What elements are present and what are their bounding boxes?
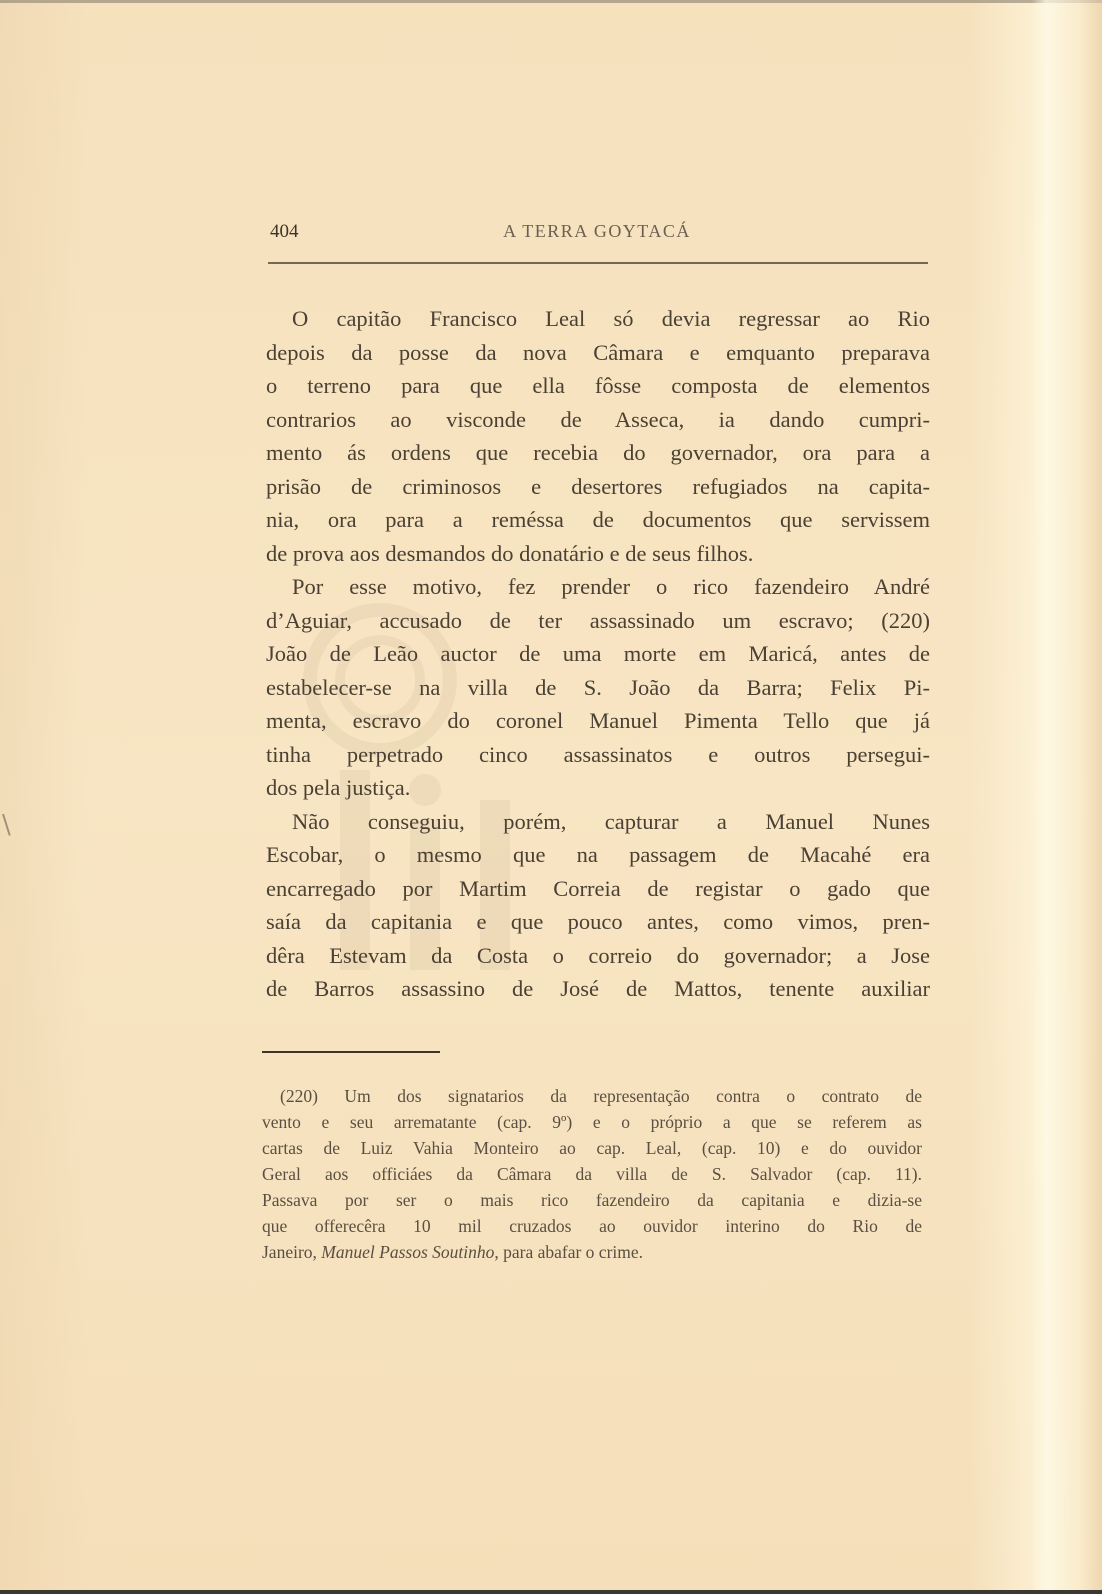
footnote-line: vento e seu arrematante (cap. 9º) e o próprio a que se referem as [262,1112,922,1132]
body-line: nia, ora para a reméssa de documentos que servissem [266,507,930,532]
footnote-text: Janeiro, [262,1242,322,1262]
footnote-line: que offerecêra 10 mil cruzados ao ouvidor interino do Rio de [262,1216,922,1236]
body-line: Escobar, o mesmo que na passagem de Macahé era [266,842,930,867]
body-line: Por esse motivo, fez prender o rico fazendeiro André [292,574,930,599]
footnote-line: Geral aos officiáes da Câmara da villa de S. Salvador (cap. 11). [262,1164,922,1184]
body-line: tinha perpetrado cinco assassinatos e outros persegui- [266,741,930,767]
margin-bracket-mark: \ [2,810,11,840]
body-line: menta, escravo do coronel Manuel Pimenta Tello que já [266,708,930,733]
body-line: contrarios ao visconde de Asseca, ia dando cumpri- [266,406,930,432]
body-line: estabelecer-se na villa de S. João da Barra; Felix Pi- [266,674,930,700]
footnote-220 [262,1083,922,1265]
header-rule [268,262,928,264]
page-header [266,218,928,248]
footnote-separator [262,1051,440,1053]
running-title: A TERRA GOYTACÁ [503,221,691,241]
body-line: de Barros assassino de José de Mattos, tenente auxiliar [266,976,930,1001]
body-line: o terreno para que ella fôsse composta de elementos [266,373,930,398]
page-top-edge [0,0,1102,3]
footnote-text: , para abafar o crime. [494,1242,644,1262]
body-line: prisão de criminosos e desertores refugiados na capita- [266,473,930,499]
footnote-line [262,1239,922,1265]
body-line: João de Leão auctor de uma morte em Maricá, antes de [266,641,930,666]
page-number: 404 [270,221,299,242]
body-line: Não conseguiu, porém, capturar a Manuel Nunes [292,808,930,834]
body-line: d’Aguiar, accusado de ter assassinado um escravo; (220) [266,607,930,633]
footnote-italic-name: Manuel Passos Soutinho [321,1242,495,1262]
body-text [266,302,930,1006]
footnote-line: (220) Um dos signatarios da representação contra o contrato de [280,1086,922,1106]
page-right-margin-strip [1032,0,1102,1594]
body-line: mento ás ordens que recebia do governador, ora para a [266,440,930,465]
body-line: encarregado por Martim Correia de registar o gado que [266,875,930,901]
body-line: O capitão Francisco Leal só devia regressar ao Rio [292,306,930,331]
body-line: dêra Estevam da Costa o correio do governador; a Jose [266,942,930,968]
footnote-line: Passava por ser o mais rico fazendeiro da capitania e dizia-se [262,1190,922,1210]
body-line: saía da capitania e que pouco antes, como vimos, pren- [266,909,930,934]
body-line: dos pela justiça. [266,775,411,800]
body-line: de prova aos desmandos do donatário e de seus filhos. [266,540,754,566]
page-bottom-edge [0,1590,1102,1594]
footnote-line: cartas de Luiz Vahia Monteiro ao cap. Leal, (cap. 10) e do ouvidor [262,1138,922,1158]
body-line: depois da posse da nova Câmara e emquanto preparava [266,339,930,365]
